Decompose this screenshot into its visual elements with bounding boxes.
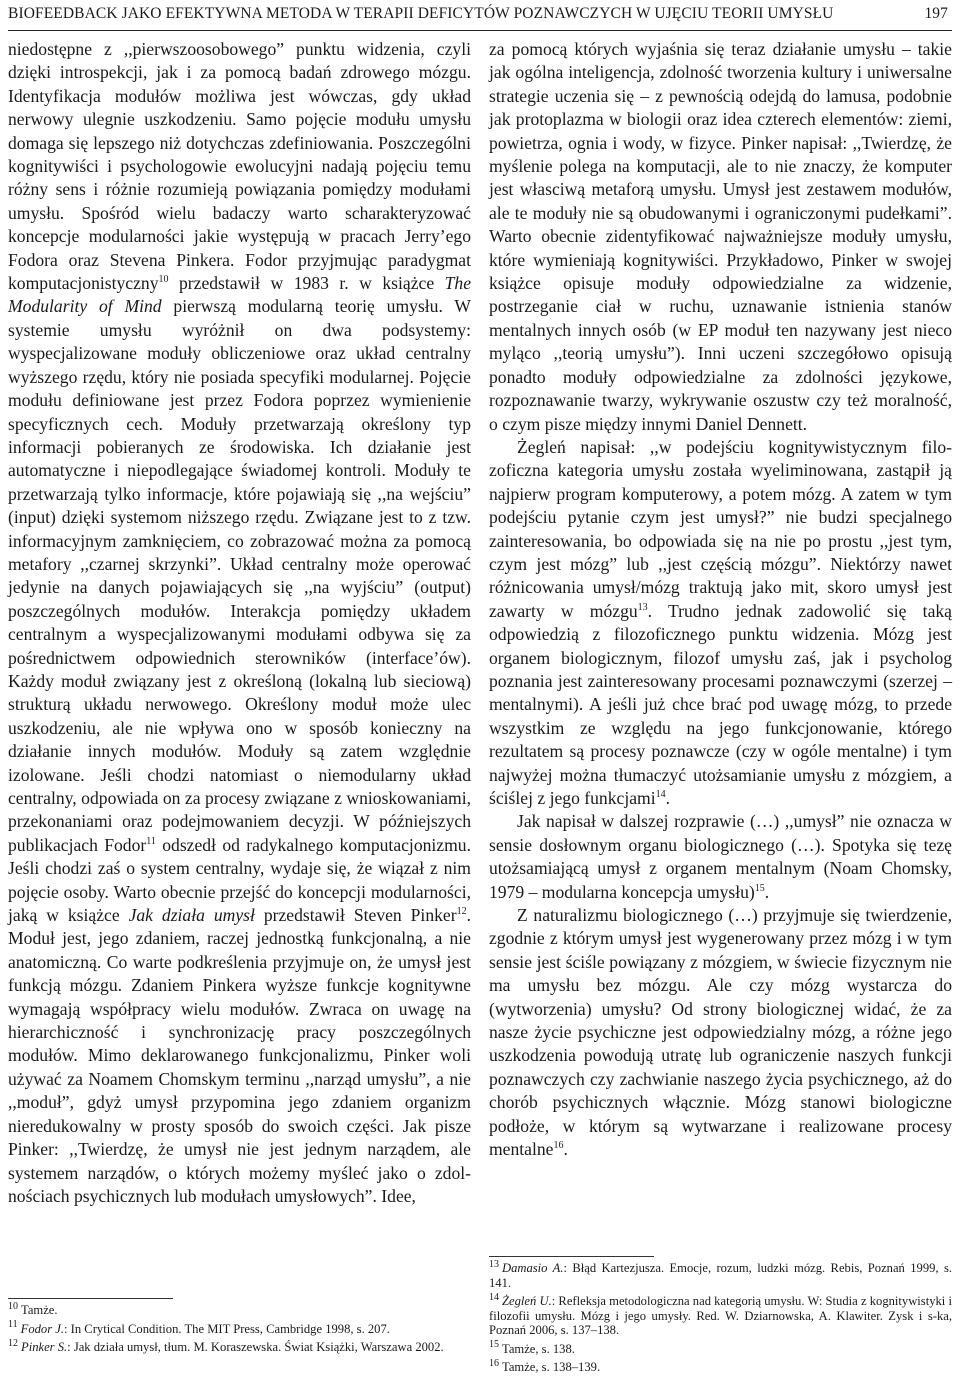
footnote-separator-right bbox=[489, 1256, 654, 1257]
right-paragraph-3: Jak napisał w dalszej rozprawie (…) ,,umysł” nie oznacza w sensie dosłownym organu biologicznego (…). Spotyka się tezę utożsamiającą umysł z organem mentalnym (Noam Chomsky, 1979 – modularna koncepcja umysłu)$^{15}$. bbox=[489, 811, 952, 902]
footnote-ref-11[interactable]: 11 bbox=[146, 835, 156, 847]
left-paragraph-1: niedostępne z ,,pierwszoosobowego” punktu widzenia, czyli dzięki introspekcji, jak i za pomocą badań zdrowego mózgu. Identyfikacja modułów możliwa jest wówczas, gdy układ nerwowy ulegnie uszkodzeniu. Samo pojęcie modułu umysłu domaga się lepszego niż dotychczas zdefiniowania. Poszczególni kognitywiści i psychologowie ewolucyjni nadają pojęciu temu różny sens i różnie rozumieją powiązania pomiędzy modułami umysłu. Spośród wielu badaczy warto scharakteryzować koncepcje modularności jakie występują w pracach Jerry’ego Fodora oraz Stevena Pinkera. Fodor przyjmując paradygmat komputacjonistyczny$^{10}$ przedstawił w 1983 r. w książce The Modularity of Mind pierwszą modularną teorię umysłu. W systemie umysłu wyróżnił on dwa podsystemy: wyspecjalizowane moduły obliczeniowe oraz układ centralny wyższego rzędu, który nie posiada specyfiki modularnej. Pojęcie modułu definiowane jest przez Fodora poprzez wymienienie specyficznych cech. Moduły przetwarzają określony typ informacji pobieranych ze środowiska. Ich działanie jest automatyczne i niepodlegające świadomej kontroli. Moduły te przetwarzają tylko informacje, które pojawiają się ,,na wejściu” (input) dzięki systemom niższego rzędu. Związane jest to z tzw. informacyjnym zamknięciem, co zobrazować można za pomocą metafory ,,czarnej skrzynki”. Układ centralny może operować jedynie na danych pojawiających się ,,na wyjściu” (output) poszczególnych modułów. Interakcja pomiędzy układem centralnym a wyspecjalizowanymi modułami odbywa się za pośrednictwem odpowiednich sterowników (interface’ów). Każdy moduł związany jest z określoną (lokalną lub sieciową) strukturą układu nerwowego. Określony moduł może ulec uszkodzeniu, ale nie wpływa ono w sposób konieczny na działanie innych modułów. Moduły są zatem względnie izolowane. Jeśli chodzi natomiast o niemodularny układ centralny, odpowiada on za procesy związane z wnioskowaniami, przekonaniami oraz podejmowaniem decyzji. W późniejszych publikacjach Fodor$^{11}$ odszedł od radykalnego komputacjonizmu. Jeśli chodzi zaś o system centralny, wydaje się, że wiązał z nim pojęcie osoby. Warto obecnie przejść do koncepcji modularności, jaką w książce Jak działa umysł przedstawił Steven Pinker$^{12}$. Moduł jest, jego zdaniem, raczej jednostką funkcjonalną, a nie anatomiczną. Co warte podkreślenia przyjmuje on, że umysł jest funkcją mózgu. Zdaniem Pinkera wyższe funkcje kognitywne wymagają współpracy wielu modułów. Zwraca on uwagę na hierarchiczność i synchronizację pracy poszczególnych modułów. Mimo deklarowanego funkcjonalizmu, Pinker woli używać za Noamem Chomskym terminu ,,narząd umysłu”, a nie ,,moduł”, gdyż umysł przypomina jego zdaniem organizm nieredukowalny w prosty sposób do swoich części. Jak pisze Pinker: ,,Twierdzę, że umysł nie jest jednym narządem, ale systemem narządów, o których możemy myśleć jako o zdolnościach psychicznych lub modułach umysłowych”. Idee, bbox=[8, 39, 471, 1206]
footnote-10: $^{10}$ Tamże. bbox=[8, 1300, 58, 1317]
footnotes-right bbox=[489, 1258, 952, 1379]
footnote-ref-16[interactable]: 16 bbox=[553, 1140, 564, 1152]
right-paragraph-2: Żegleń napisał: ,,w podejściu kognitywistycznym filozoficzna kategoria umysłu została wyeliminowana, zastąpił ją najpierw program komputerowy, a potem mózg. A zatem w tym podejściu pytanie czym jest umysł?” nie budzi specjalnego zainteresowania, bo odpowiada się na nie po prostu ,,jest tym, czym jest mózg” lub ,,jest częścią mózgu”. Niektórzy nawet różnicowania umysł/mózg traktują jako mit, skoro umysł jest zawarty w mózgu$^{13}$. Trudno jednak zadowolić się taką odpowiedzią z filozoficznego punktu widzenia. Mózg jest organem biologicznym, filozof umysłu zaś, jak i psycholog poznania jest zainteresowany procesami poznawczymi (szerzej – mentalnymi). A jeśli już chce brać pod uwagę mózg, to przede wszystkim ze względu na jego funkcjonowanie, którego rezultatem są procesy poznawcze (czy w ogóle mentalne) i tym najwyżej można tłumaczyć utożsamianie umysłu z mózgiem, a ściślej z jego funkcjami$^{14}$. bbox=[489, 436, 952, 808]
footnote-15: $^{15}$ Tamże, s. 138. bbox=[489, 1339, 575, 1356]
footnote-ref-15[interactable]: 15 bbox=[754, 882, 765, 894]
footnote-11: $^{11}$ Fodor J.: In Crytical Condition. The MIT Press, Cambridge 1998, s. 207. bbox=[8, 1319, 390, 1336]
footnote-14: $^{14}$ Żegleń U.: Refleksja metodologiczna nad kategorią umysłu. W: Studia z kognitywistyki i filozofii umysłu. Mózg i jego umysły. Red. W. Dziarnowska, A. Klawiter. Zysk i s-ka, Poznań 2006, s. 137–138. bbox=[489, 1291, 952, 1337]
footnotes-left bbox=[8, 1300, 471, 1359]
running-title: BIOFEEDBACK JAKO EFEKTYWNA METODA W TERAPII DEFICYTÓW POZNAWCZYCH W UJĘCIU TEORII UMYSŁU bbox=[8, 5, 834, 22]
footnote-separator-left bbox=[8, 1298, 173, 1299]
book-title-jak-dziala: Jak działa umysł bbox=[128, 905, 255, 926]
footnote-12: $^{12}$ Pinker S.: Jak działa umysł, tłum. M. Koraszewska. Świat Książki, Warszawa 2002. bbox=[8, 1337, 444, 1354]
footnote-ref-14[interactable]: 14 bbox=[655, 789, 666, 801]
footnote-13: $^{13}$ Damasio A.: Błąd Kartezjusza. Emocje, rozum, ludzki mózg. Rebis, Poznań 1999, s. 141. bbox=[489, 1258, 952, 1290]
footnote-ref-12[interactable]: 12 bbox=[456, 906, 467, 918]
right-column bbox=[489, 38, 952, 1162]
footnote-16: $^{16}$ Tamże, s. 138–139. bbox=[489, 1357, 601, 1374]
footnote-ref-10[interactable]: 10 bbox=[158, 274, 169, 286]
page-number: 197 bbox=[924, 5, 948, 22]
footnote-ref-13[interactable]: 13 bbox=[637, 601, 648, 613]
book-title-modularity: The Modularity of Mind bbox=[8, 273, 471, 317]
right-paragraph-4: Z naturalizmu biologicznego (…) przyjmuje się twierdzenie, zgodnie z którym umysł jest wygenerowany przez mózg i w tym sensie jest ściśle powiązany z mózgiem, w świecie fizycznym nie ma umysłu bez mózgu. Ale czy mózg wystarcza do (wytworzenia) umysłu? Od strony biologicznej widać, że za nasze życie psychiczne jest odpowiedzialny mózg, a różne jego uszkodzenia powodują utratę lub ograniczenie naszych funkcji poznawczych czy zachwianie naszego życia psychicznego, aż do chorób psychicznych włącznie. Mózg stanowi biologiczne podłoże, w którym są wytwarzane i realizowane procesy mentalne$^{16}$. bbox=[489, 905, 952, 1160]
right-paragraph-1: za pomocą których wyjaśnia się teraz działanie umysłu – takie jak ogólna inteligencja, zdolność tworzenia kultury i uniwersalne strategie uczenia się – z pewnością odejdą do lamusa, podobnie jak protoplazma w biologii oraz idea czterech elementów: ziemi, powietrza, ognia i wody, w fizyce. Pinker napisał: ,,Twierdzę, że myślenie polega na komputacji, ale to nie znaczy, że komputer jest własciwą metaforą umysłu. Umysł jest zestawem modułów, ale te moduły nie są obudowanymi i ograniczonymi pudełkami”. Warto obecnie zidentyfikować najważniejsze moduły umysłu, które wymieniają kognitywiści. Przykładowo, Pinker w swojej książce opisuje moduły odpowiedzialne za widzenie, postrzeganie ciał w ruchu, uznawanie istnienia stanów mentalnych innych osób (w EP moduł ten nazywany jest nieco myląco ,,teorią umysłu”). Inni uczeni szczegółowo opisują ponadto moduły odpowiedzialne za zdolności językowe, rozpoznawanie twarzy, wykrywanie oszustw czy też moralność, o czym pisze między innymi Daniel Dennett. bbox=[489, 39, 952, 434]
left-column bbox=[8, 38, 471, 1208]
running-header bbox=[8, 0, 952, 31]
